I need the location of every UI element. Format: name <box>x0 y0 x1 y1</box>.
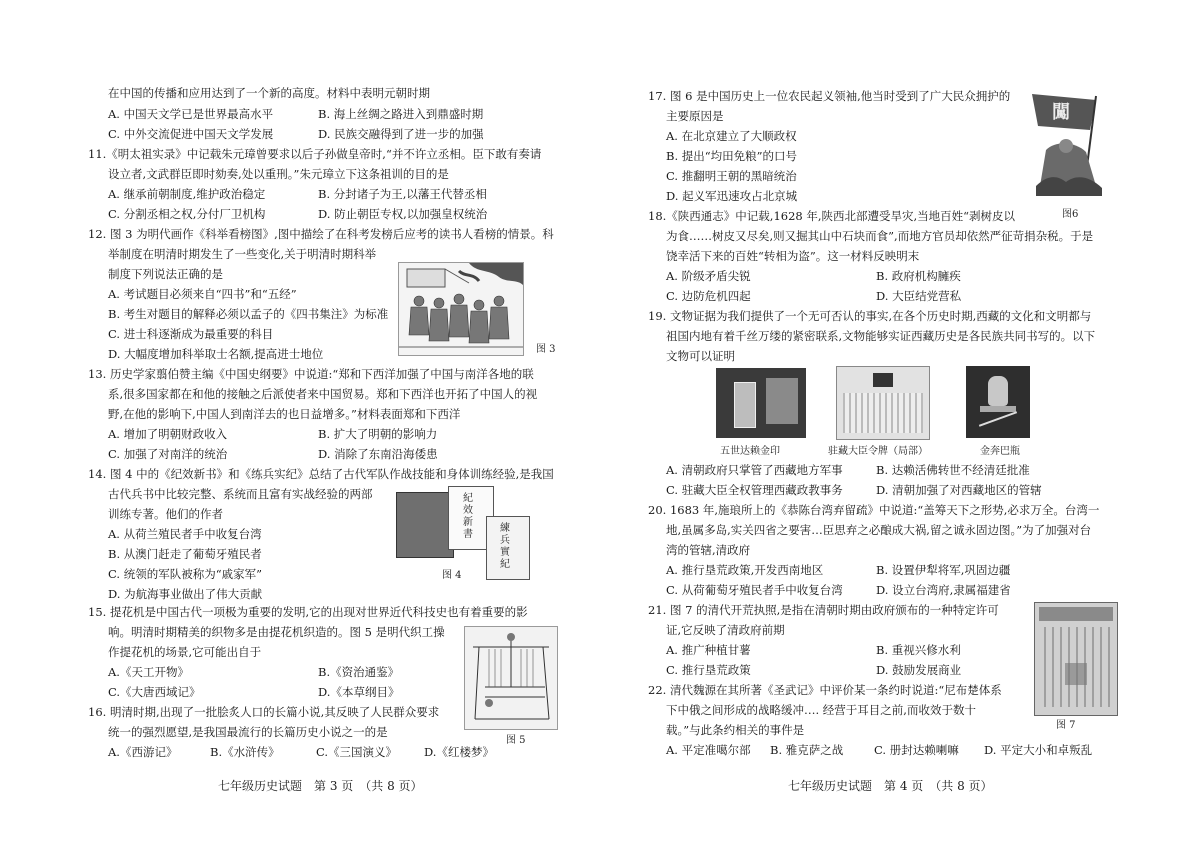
q12-option-a: A. 考试题目必须来自“四书”和“五经” <box>108 287 297 301</box>
q11-option-d: D. 防止朝臣专权,以加强皇权统治 <box>318 207 488 221</box>
q16-option-d: D.《红楼梦》 <box>424 745 494 759</box>
q11-option-c: C. 分割丞相之权,分付厂卫机构 <box>108 207 266 221</box>
page-4-footer: 七年级历史试题 第 4 页 （共 8 页） <box>788 779 993 793</box>
q13-option-c: C. 加强了对南洋的统治 <box>108 447 228 461</box>
artifact-golden-urn-label: 金奔巴瓶 <box>980 446 1020 457</box>
q20-option-b: B. 设置伊犁将军,巩固边疆 <box>876 563 1011 577</box>
figure-5-illustration <box>465 627 557 729</box>
q21-option-a: A. 推广种植甘薯 <box>666 643 751 657</box>
q21-option-c: C. 推行垦荒政策 <box>666 663 751 677</box>
q20-stem-line-1: 20. 1683 年,施琅所上的《恭陈台湾弃留疏》中说道:“盖筹天下之形势,必求万全。台湾一 <box>648 503 1100 517</box>
figure-6-flag-character: 闖 <box>1052 102 1070 123</box>
q17-option-a: A. 在北京建立了大顺政权 <box>666 129 797 143</box>
exam-page-4 <box>600 0 1200 849</box>
artifact-amban-token-label: 驻藏大臣令牌（局部） <box>828 446 928 457</box>
figure-3-illustration <box>399 263 523 355</box>
figure-7-caption: 图 7 <box>1056 720 1076 731</box>
q15-option-b: B.《资治通鉴》 <box>318 665 400 679</box>
figure-4-book-lianbing <box>486 516 530 580</box>
q18-option-a: A. 阶级矛盾尖锐 <box>666 269 751 283</box>
figure-4-caption: 图 4 <box>442 570 462 581</box>
q19-option-b: B. 达赖活佛转世不经清廷批准 <box>876 463 1030 477</box>
artifact-golden-urn <box>966 366 1030 438</box>
q20-stem-line-2: 地,虽属多岛,实关四省之要害…臣思弃之必酿成大祸,留之诚永固边图。”为了加强对台 <box>666 523 1092 537</box>
q22-option-c: C. 册封达赖喇嘛 <box>874 743 959 757</box>
q14-option-b: B. 从澳门赶走了葡萄牙殖民者 <box>108 547 262 561</box>
page-3-footer: 七年级历史试题 第 3 页 （共 8 页） <box>218 779 423 793</box>
q21-stem-line-2: 证,它反映了清政府前期 <box>666 623 785 637</box>
q17-option-d: D. 起义军迅速攻占北京城 <box>666 189 798 203</box>
q10-option-a: A. 中国天文学已是世界最高水平 <box>108 107 274 121</box>
q22-stem-line-3: 载。”与此条约相关的事件是 <box>666 723 805 737</box>
q21-stem-line-1: 21. 图 7 的清代开荒执照,是指在清朝时期由政府颁布的一种特定许可 <box>648 603 999 617</box>
q14-option-d: D. 为航海事业做出了伟大贡献 <box>108 587 263 601</box>
q19-stem-line-2: 祖国内地有着千丝万缕的紧密联系,文物能够实证西藏历史是各民族共同书写的。以下 <box>666 329 1096 343</box>
q16-option-b: B.《水浒传》 <box>210 745 280 759</box>
q14-stem-line-2: 古代兵书中比较完整、系统而且富有实战经验的两部 <box>108 487 373 501</box>
q18-stem-line-3: 饶幸活下来的百姓“转相为盗”。这一材料反映明末 <box>666 249 920 263</box>
q21-option-b: B. 重视兴修水利 <box>876 643 961 657</box>
artifact-amban-token <box>836 366 930 440</box>
q22-stem-line-1: 22. 清代魏源在其所著《圣武记》中评价某一条约时说道:“尼布楚体系 <box>648 683 1002 697</box>
q14-stem-line-3: 训练专著。他们的作者 <box>108 507 223 521</box>
figure-7-illustration <box>1035 603 1117 715</box>
q14-option-a: A. 从荷兰殖民者手中收复台湾 <box>108 527 262 541</box>
q10-option-d: D. 民族交融得到了进一步的加强 <box>318 127 484 141</box>
q17-stem-line-1: 17. 图 6 是中国历史上一位农民起义领袖,他当时受到了广大民众拥护的 <box>648 89 1011 103</box>
q19-option-c: C. 驻藏大臣全权管理西藏政教事务 <box>666 483 843 497</box>
q12-option-b: B. 考生对题目的解释必须以孟子的《四书集注》为标准 <box>108 307 389 321</box>
q14-stem-line-1: 14. 图 4 中的《纪效新书》和《练兵实纪》总结了古代军队作战技能和身体训练经验,是我国 <box>88 467 554 481</box>
q18-stem-line-2: 为食……树皮又尽矣,则又掘其山中石块而食”,而地方官员却依然严征苛捐杂税。于是 <box>666 229 1094 243</box>
figure-5-jacquard-loom <box>464 626 558 730</box>
q20-option-a: A. 推行垦荒政策,开发西南地区 <box>666 563 824 577</box>
q22-stem-line-2: 下中俄之间形成的战略缓冲…. 经营于耳目之前,而收效于数十 <box>666 703 976 717</box>
q15-stem-line-2: 响。明清时期精美的织物多是由提花机织造的。图 5 是明代织工操 <box>108 625 445 639</box>
q10-option-b: B. 海上丝绸之路进入到鼎盛时期 <box>318 107 484 121</box>
q13-option-d: D. 消除了东南沿海倭患 <box>318 447 438 461</box>
q22-option-a: A. 平定准噶尔部 <box>666 743 751 757</box>
q18-option-c: C. 边防危机四起 <box>666 289 751 303</box>
q12-stem-line-3: 制度下列说法正确的是 <box>108 267 223 281</box>
figure-3-caption: 图 3 <box>536 344 556 355</box>
q13-stem-line-3: 野,在他的影响下,中国人到南洋去的也日益增多。”材料表面郑和下西洋 <box>108 407 461 421</box>
q16-option-c: C.《三国演义》 <box>316 745 398 759</box>
q16-option-a: A.《西游记》 <box>108 745 178 759</box>
q20-stem-line-3: 湾的管辖,清政府 <box>666 543 751 557</box>
q18-option-b: B. 政府机构臃疾 <box>876 269 961 283</box>
artifact-golden-seal <box>716 368 806 438</box>
q10-stem-line: 在中国的传播和应用达到了一个新的高度。材料中表明元朝时期 <box>108 86 430 100</box>
q12-option-c: C. 进士科逐渐成为最重要的科目 <box>108 327 274 341</box>
q14-option-c: C. 统领的军队被称为“戚家军” <box>108 567 262 581</box>
q12-stem-line-2: 举制度在明清时期发生了一些变化,关于明清时期科举 <box>108 247 377 261</box>
q13-stem-line-2: 系,很多国家都在和他的接触之后派使者来中国贸易。郑和下西洋也开拓了中国人的视 <box>108 387 538 401</box>
q12-stem-line-1: 12. 图 3 为明代画作《科举看榜图》,图中描绘了在科考发榜后应考的读书人看榜的情景。科 <box>88 227 554 241</box>
q13-stem-line-1: 13. 历史学家翦伯赞主编《中国史纲要》中说道:“郑和下西洋加强了中国与南洋各地的联 <box>88 367 534 381</box>
figure-5-caption: 图 5 <box>506 735 526 746</box>
q18-stem-line-1: 18.《陕西通志》中记载,1628 年,陕西北部遭受旱灾,当地百姓“剥树皮以 <box>648 209 1016 223</box>
q21-option-d: D. 鼓励发展商业 <box>876 663 962 677</box>
q15-stem-line-1: 15. 提花机是中国古代一项极为重要的发明,它的出现对世界近代科技史也有着重要的影 <box>88 605 528 619</box>
q13-option-b: B. 扩大了明朝的影响力 <box>318 427 438 441</box>
q11-stem-line-1: 11.《明太祖实录》中记载朱元璋曾要求以后子孙做皇帝时,“并不许立丞相。臣下敢有奏请 <box>88 147 542 161</box>
q11-option-a: A. 继承前朝制度,维护政治稳定 <box>108 187 266 201</box>
q20-option-d: D. 设立台湾府,隶属福建省 <box>876 583 1011 597</box>
q11-option-b: B. 分封诸子为王,以藩王代替丞相 <box>318 187 487 201</box>
artifact-golden-seal-label: 五世达赖金印 <box>720 446 780 457</box>
q11-stem-line-2: 设立者,文武群臣即时劾奏,处以重刑。”朱元璋立下这条祖训的目的是 <box>108 167 449 181</box>
q22-option-d: D. 平定大小和卓叛乱 <box>984 743 1093 757</box>
figure-4-book-lianbing-title: 練兵實紀 <box>500 523 510 570</box>
q13-option-a: A. 增加了明朝财政收入 <box>108 427 228 441</box>
q20-option-c: C. 从荷葡萄牙殖民者手中收复台湾 <box>666 583 843 597</box>
q16-stem-line-1: 16. 明清时期,出现了一批脍炙人口的长篇小说,其反映了人民群众要求 <box>88 705 440 719</box>
q19-stem-line-3: 文物可以证明 <box>666 349 735 363</box>
q17-option-c: C. 推翻明王朝的黑暗统治 <box>666 169 797 183</box>
q16-stem-line-2: 统一的强烈愿望,是我国最流行的长篇历史小说之一的是 <box>108 725 388 739</box>
q19-option-a: A. 清朝政府只掌管了西藏地方军事 <box>666 463 843 477</box>
q19-stem-line-1: 19. 文物证据为我们提供了一个无可否认的事实,在各个历史时期,西藏的文化和文明都与 <box>648 309 1092 323</box>
q15-option-a: A.《天工开物》 <box>108 665 189 679</box>
figure-6-caption: 图6 <box>1062 209 1079 220</box>
figure-3-exam-list-painting <box>398 262 524 356</box>
q19-option-d: D. 清朝加强了对西藏地区的管辖 <box>876 483 1042 497</box>
figure-6-peasant-leader <box>1026 90 1110 202</box>
q15-option-d: D.《本草纲目》 <box>318 685 400 699</box>
q22-option-b: B. 雅克萨之战 <box>770 743 844 757</box>
q17-option-b: B. 提出“均田免粮”的口号 <box>666 149 798 163</box>
q12-option-d: D. 大幅度增加科举取士名额,提高进士地位 <box>108 347 324 361</box>
q18-option-d: D. 大臣结党营私 <box>876 289 962 303</box>
figure-4-book-jixiao-title: 紀效新書 <box>463 493 473 540</box>
q15-stem-line-3: 作提花机的场景,它可能出自于 <box>108 645 262 659</box>
figure-4-military-books <box>396 486 530 578</box>
figure-7-reclamation-license <box>1034 602 1118 716</box>
q17-stem-line-2: 主要原因是 <box>666 109 724 123</box>
figure-4-book-cover <box>396 492 454 558</box>
q10-option-c: C. 中外交流促进中国天文学发展 <box>108 127 274 141</box>
q15-option-c: C.《大唐西域记》 <box>108 685 201 699</box>
